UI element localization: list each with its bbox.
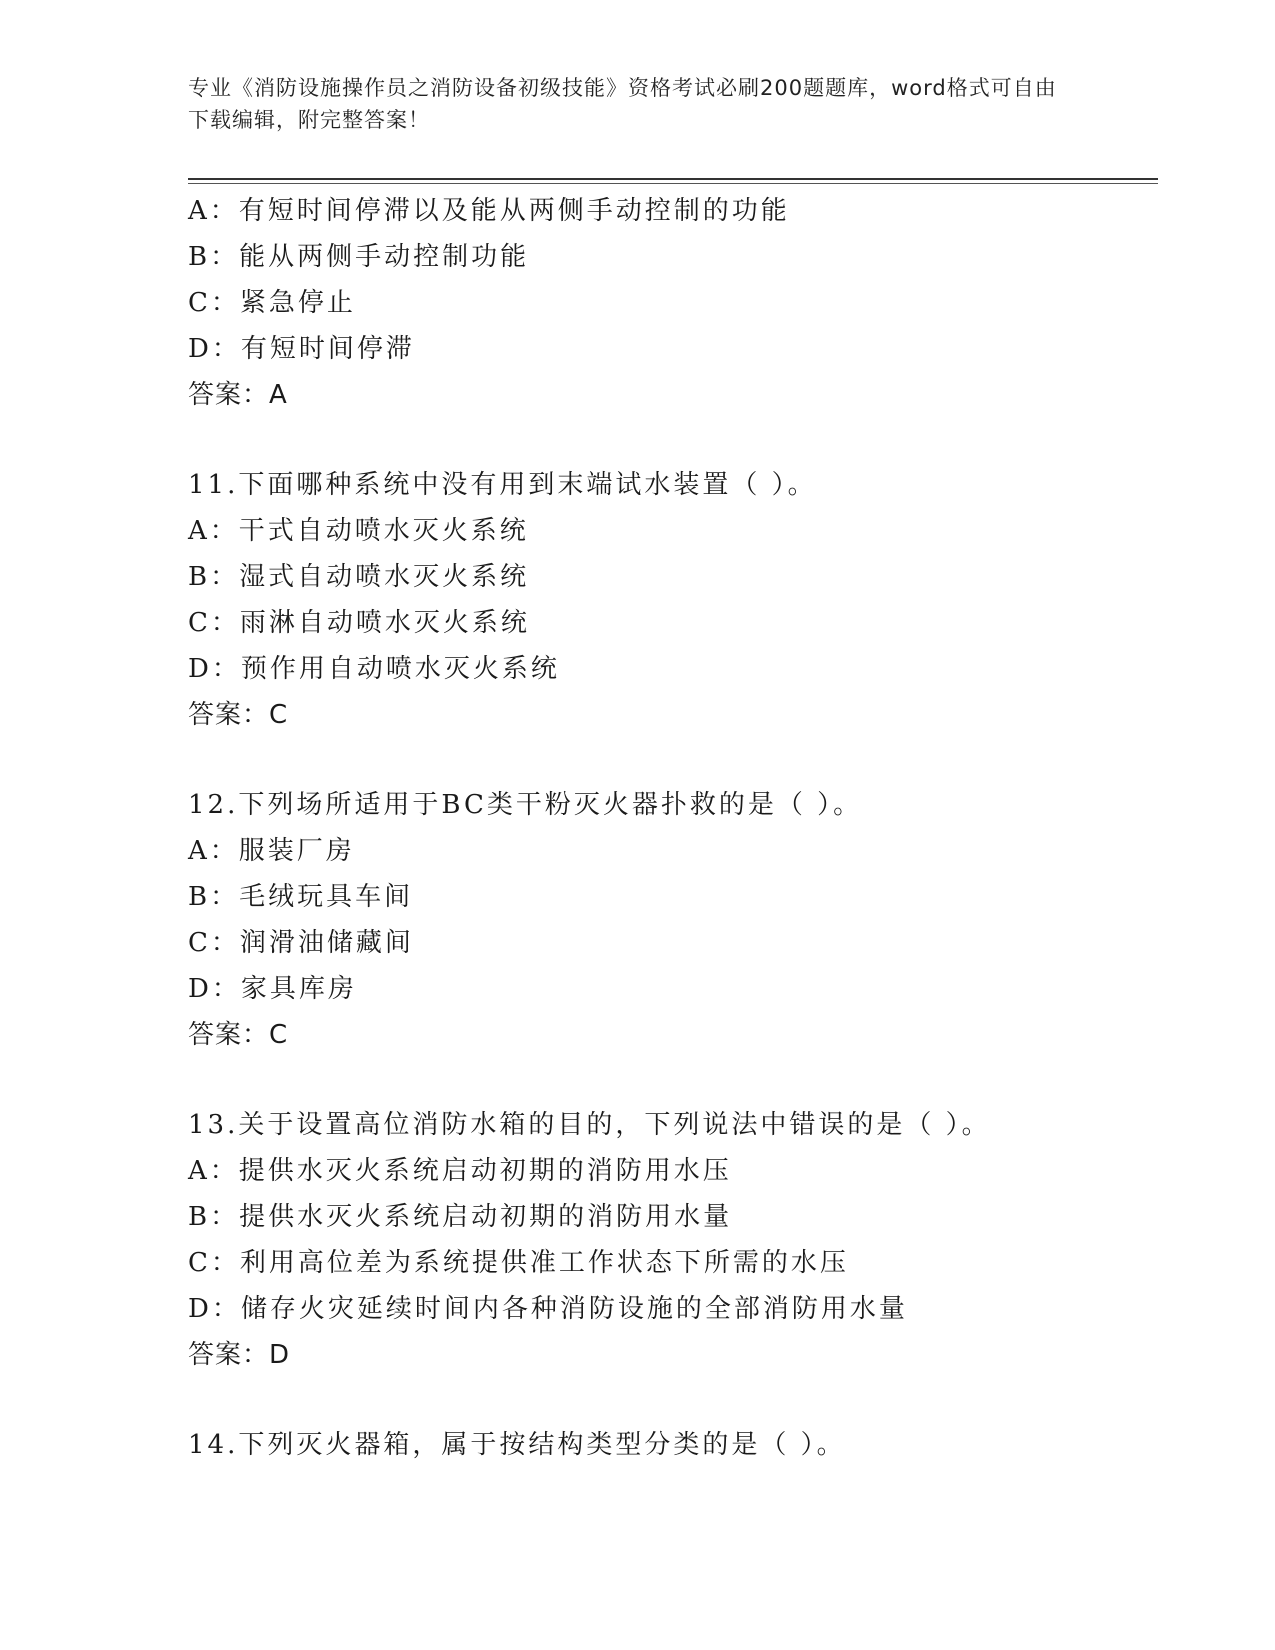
question-block-14 (188, 1422, 1158, 1468)
option-d: D：储存火灾延续时间内各种消防设施的全部消防用水量 (188, 1294, 908, 1324)
option-b: B：湿式自动喷水灭火系统 (188, 562, 530, 592)
option-c: C：利用高位差为系统提供准工作状态下所需的水压 (188, 1248, 849, 1278)
question-block-10 (188, 188, 1158, 418)
option-a: A：干式自动喷水灭火系统 (188, 516, 529, 546)
option-c: C：雨淋自动喷水灭火系统 (188, 608, 530, 638)
option-a: A：有短时间停滞以及能从两侧手动控制的功能 (188, 196, 790, 226)
option-c: C：紧急停止 (188, 288, 356, 318)
option-b: B：毛绒玩具车间 (188, 882, 414, 912)
option-c: C：润滑油储藏间 (188, 928, 414, 958)
option-d: D：有短时间停滞 (188, 334, 415, 364)
answer-line: 答案：C (188, 700, 289, 730)
question-text: 11.下面哪种系统中没有用到末端试水装置（ ）。 (188, 470, 817, 500)
answer-line: 答案：D (188, 1340, 291, 1370)
answer-line: 答案：C (188, 1020, 289, 1050)
question-list (188, 188, 1158, 1468)
question-text: 14.下列灭火器箱，属于按结构类型分类的是（ ）。 (188, 1430, 846, 1460)
option-b: B：能从两侧手动控制功能 (188, 242, 530, 272)
answer-line: 答案：A (188, 380, 288, 410)
header-divider-thick (188, 178, 1158, 180)
option-a: A：提供水灭火系统启动初期的消防用水压 (188, 1156, 732, 1186)
header-divider-thin (188, 183, 1158, 184)
option-d: D：家具库房 (188, 974, 357, 1004)
question-text: 12.下列场所适用于BC类干粉灭火器扑救的是（ ）。 (188, 790, 863, 820)
document-header: 专业《消防设施操作员之消防设备初级技能》资格考试必刷200题题库，word格式可自由下载编辑，附完整答案！ (188, 76, 1057, 132)
question-block-11 (188, 462, 1158, 738)
option-d: D：预作用自动喷水灭火系统 (188, 654, 560, 684)
option-b: B：提供水灭火系统启动初期的消防用水量 (188, 1202, 733, 1232)
question-block-12 (188, 782, 1158, 1058)
question-text: 13.关于设置高位消防水箱的目的，下列说法中错误的是（ ）。 (188, 1110, 991, 1140)
question-block-13 (188, 1102, 1158, 1378)
option-a: A：服装厂房 (188, 836, 355, 866)
